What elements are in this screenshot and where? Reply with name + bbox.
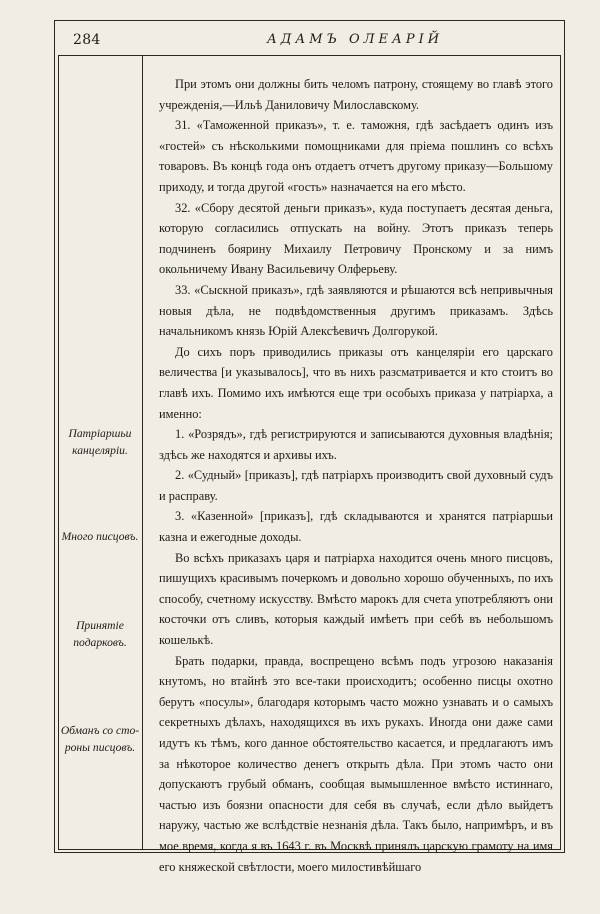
margin-note-line: Патріаршьи xyxy=(68,427,132,440)
paragraph: 33. «Сыскной приказъ», гдѣ заявляются и рѣшаются всѣ непривычныя новыя дѣла, не подвѣдомственныя другимъ приказамъ. Здѣсь начальникомъ князь Юрій Алексѣевичъ Долгорукой. xyxy=(159,282,553,339)
margin-note-many-scribes xyxy=(58,528,142,545)
margin-note-scribes-deceit xyxy=(58,722,142,756)
paragraph: 2. «Судный» [приказъ], гдѣ патріархъ производитъ свой духовный судъ и расправу. xyxy=(159,468,553,503)
margin-note-line: Принятіе xyxy=(76,619,124,632)
body-text xyxy=(159,74,553,877)
paragraph: До сихъ поръ приводились приказы отъ канцеляріи его царскаго величества [и указывалось], что въ нихъ разсматривается и кто стоитъ во главѣ ихъ. Помимо ихъ имѣются еще три особыхъ приказа у патріарха, а именно: xyxy=(159,344,553,421)
paragraph: При этомъ они должны бить челомъ патрону, стоящему во главѣ этого учрежденія,—Ильѣ Даниловичу Милославскому. xyxy=(159,77,553,112)
paragraph: Во всѣхъ приказахъ царя и патріарха находится очень много писцовъ, пишущихъ красивымъ почеркомъ и довольно хорошо обученныхъ, по ихъ способу, счетному искусству. Вмѣсто марокъ для счета употребляютъ они косточки отъ сливъ, которыя каждый имѣетъ при себѣ въ небольшомъ кошелькѣ. xyxy=(159,550,553,648)
margin-note-line: подарковъ. xyxy=(73,636,127,649)
paragraph: 1. «Розрядъ», гдѣ регистрируются и записываются духовныя владѣнія; здѣсь же находятся и архивы ихъ. xyxy=(159,427,553,462)
margin-note-line: Много писцовъ. xyxy=(61,530,139,543)
page-number: 284 xyxy=(73,32,101,48)
paragraph: Брать подарки, правда, воспрещено всѣмъ подъ угрозою наказанія кнутомъ, но втайнѣ это все-таки происходитъ; особенно писцы охотно берутъ «посулы», благодаря которымъ часто можно узнавать и о самыхъ секретныхъ дѣлахъ, находящихся въ ихъ рукахъ. Иногда они даже сами идутъ къ тѣмъ, кого данное обстоятельство касается, и предлагаютъ имъ за нѣкоторое количество денегъ открыть дѣла. При этомъ часто они допускаютъ грубый обманъ, сообщая вымышленное вмѣсто истиннаго, частью изъ боязни опасности для себя въ случаѣ, если дѣло выйдетъ наружу, частью же вслѣдствіе незнанія дѣла. Такъ было, напримѣръ, и въ мое время, когда я въ 1643 г. въ Москвѣ принялъ царскую грамоту на имя его княжеской свѣтлости, моего милостивѣйшаго xyxy=(159,653,553,874)
margin-note-patriarch-offices xyxy=(58,425,142,459)
margin-note-line: Обманъ со сто- xyxy=(60,724,140,737)
paragraph: 31. «Таможенной приказъ», т. е. таможня, гдѣ засѣдаетъ одинъ изъ «гостей» съ нѣсколькими помощниками для пріема пошлинъ со всѣхъ товаровъ. Въ концѣ года онъ отдаетъ отчетъ другому приказу—Большому приходу, и тогда другой «гость» назначается на его мѣсто. xyxy=(159,118,553,194)
running-head: АДАМЪ ОЛЕАРІЙ xyxy=(266,32,444,47)
paragraph: 3. «Казенной» [приказъ], гдѣ складываются и хранятся патріаршьи казна и ежегодные доходы. xyxy=(159,509,553,545)
margin-note-accepting-gifts xyxy=(58,617,142,651)
paragraph: 32. «Сбору десятой деньги приказъ», куда поступаетъ десятая деньга, которую согласились отпускать на войну. Этотъ приказъ теперь подчиненъ боярину Михаилу Петровичу Пронскому и за нимъ окольничему Ивану Васильевичу Олферьеву. xyxy=(159,200,553,277)
margin-note-line: канцеляріи. xyxy=(72,444,128,457)
margin-note-line: роны писцовъ. xyxy=(64,741,136,754)
margin-divider xyxy=(142,55,143,850)
